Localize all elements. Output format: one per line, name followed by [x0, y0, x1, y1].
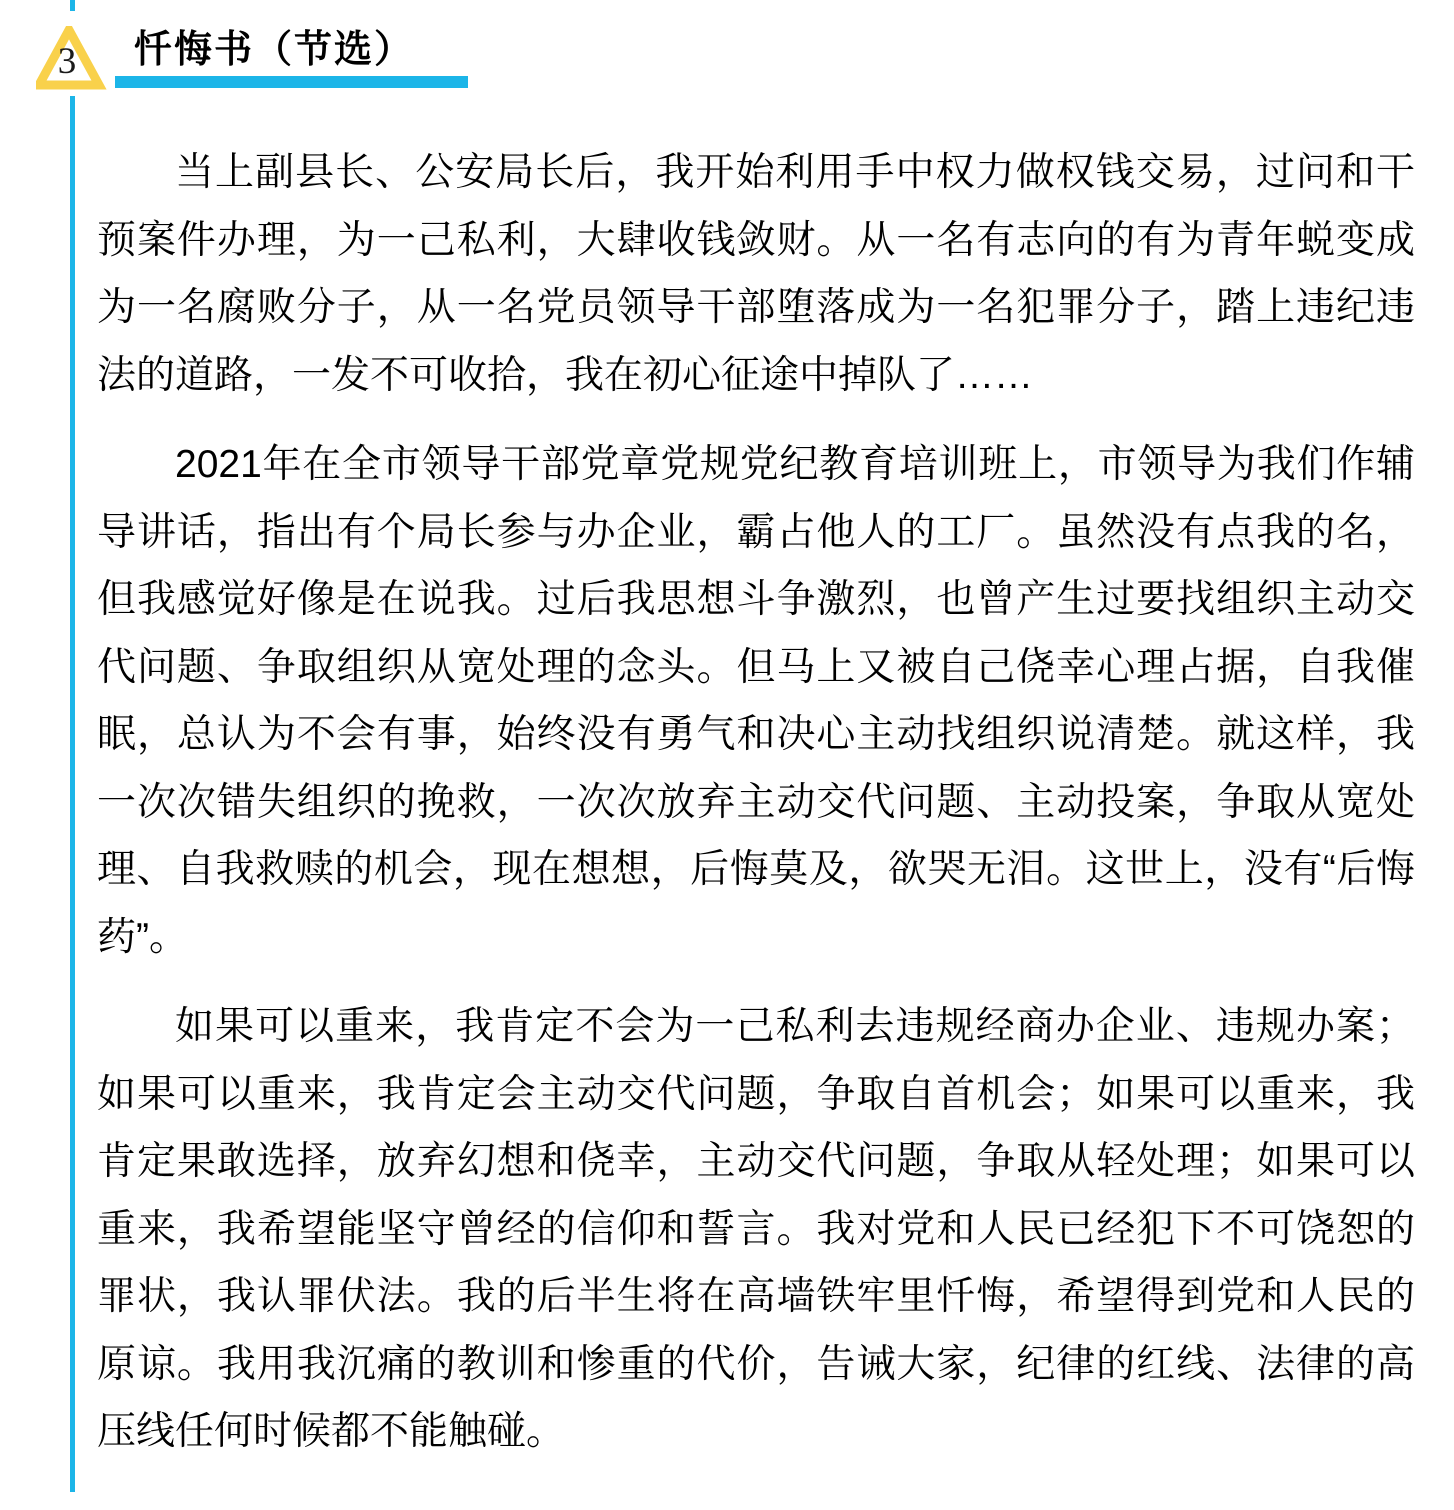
page-title: 忏悔书（节选）	[134, 29, 415, 71]
accent-vertical-rule-top	[70, 0, 75, 11]
paragraph: 如果可以重来，我肯定不会为一己私利去违规经商办企业、违规办案；如果可以重来，我肯定会主动交代问题，争取自首机会；如果可以重来，我肯定果敢选择，放弃幻想和侥幸，主动交代问题，争取从轻处理；如果可以重来，我希望能坚守曾经的信仰和誓言。我对党和人民已经犯下不可饶恕的罪状，我认罪伏法。我的后半生将在高墙铁牢里忏悔，希望得到党和人民的原谅。我用我沉痛的教训和惨重的代价，告诫大家，纪律的红线、法律的高压线任何时候都不能触碰。	[97, 1005, 1415, 1453]
accent-vertical-rule	[70, 96, 75, 1492]
paragraph: 当上副县长、公安局长后，我开始利用手中权力做权钱交易，过问和干预案件办理，为一己私利，大肆收钱敛财。从一名有志向的有为青年蜕变成为一名腐败分子，从一名党员领导干部堕落成为一名犯罪分子，踏上违纪违法的道路，一发不可收拾，我在初心征途中掉队了……	[97, 151, 1415, 397]
section-number: 3	[57, 41, 77, 82]
paragraph: 2021年在全市领导干部党章党规党纪教育培训班上，市领导为我们作辅导讲话，指出有个局长参与办企业，霸占他人的工厂。虽然没有点我的名，但我感觉好像是在说我。过后我思想斗争激烈，也曾产生过要找组织主动交代问题、争取组织从宽处理的念头。但马上又被自己侥幸心理占据，自我催眠，总认为不会有事，始终没有勇气和决心主动找组织说清楚。就这样，我一次次错失组织的挽救，一次次放弃主动交代问题、主动投案，争取从宽处理、自我救赎的机会，现在想想，后悔莫及，欲哭无泪。这世上，没有“后悔药”。	[97, 443, 1415, 959]
section-marker	[36, 26, 108, 90]
body-text	[97, 139, 1415, 1466]
title-underline	[115, 76, 468, 88]
